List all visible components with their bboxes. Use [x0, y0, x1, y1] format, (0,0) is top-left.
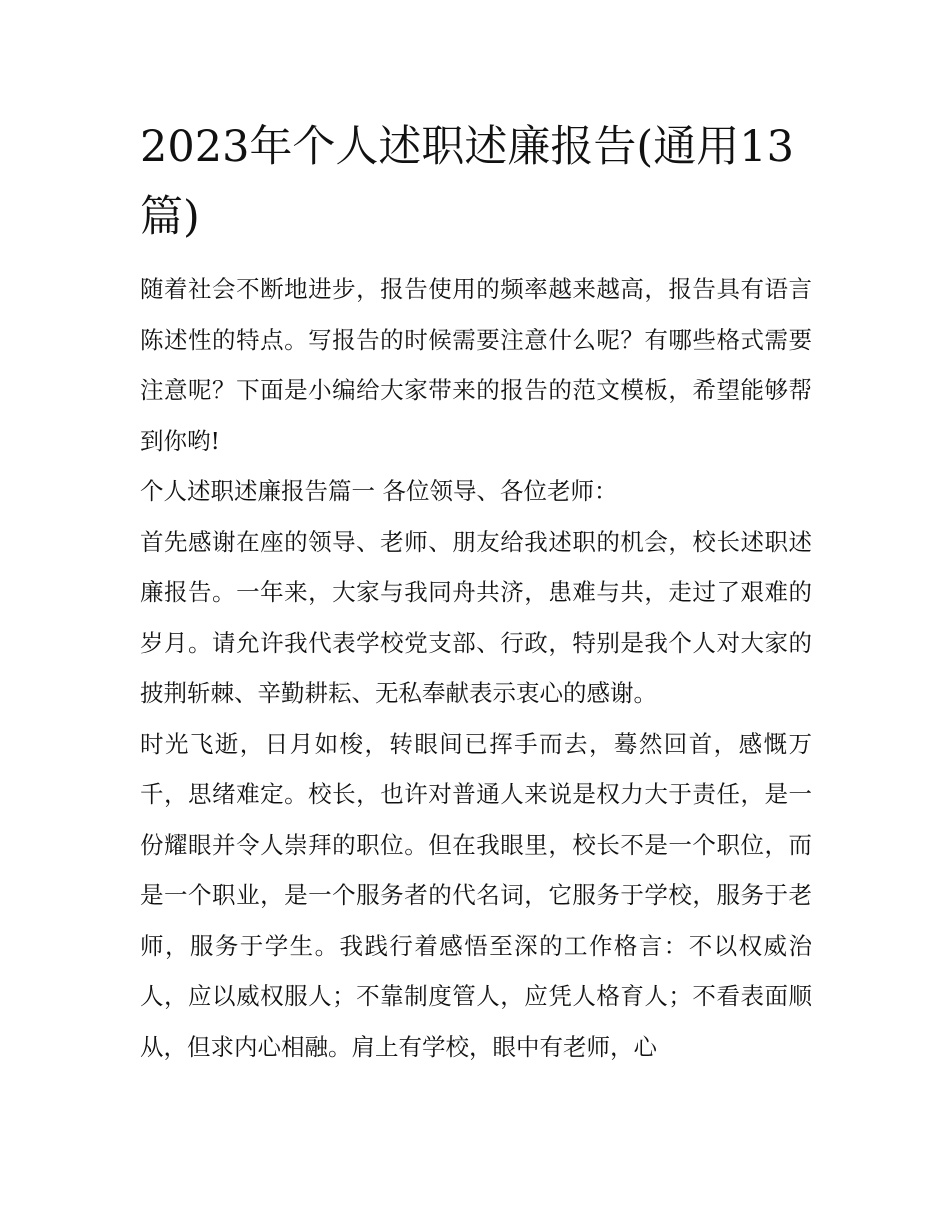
section-heading-paragraph: 个人述职述廉报告篇一 各位领导、各位老师： — [140, 477, 618, 505]
body-paragraph-thanks: 首先感谢在座的领导、老师、朋友给我述职的机会，校长述职述廉报告。一年来，大家与我同舟共济，患难与共，走过了艰难的岁月。请允许我代表学校党支部、行政，特别是我个人对大家的披荆斩棘、辛勤耕耘、无私奉献表示衷心的感谢。 — [140, 527, 812, 707]
document-title: 2023年个人述职述廉报告(通用13篇) — [140, 122, 794, 242]
document-page — [140, 112, 812, 1072]
intro-paragraph: 随着社会不断地进步，报告使用的频率越来越高，报告具有语言陈述性的特点。写报告的时候需要注意什么呢？有哪些格式需要注意呢？下面是小编给大家带来的报告的范文模板，希望能够帮到你哟! — [140, 275, 812, 455]
body-paragraph-reflection: 时光飞逝，日月如梭，转眼间已挥手而去，蓦然回首，感慨万千，思绪难定。校长，也许对普通人来说是权力大于责任，是一份耀眼并令人崇拜的职位。但在我眼里，校长不是一个职位，而是一个职业，是一个服务者的代名词，它服务于学校，服务于老师，服务于学生。我践行着感悟至深的工作格言：不以权威治人，应以威权服人；不靠制度管人，应凭人格育人；不看表面顺从，但求内心相融。肩上有学校，眼中有老师，心 — [140, 729, 812, 1061]
